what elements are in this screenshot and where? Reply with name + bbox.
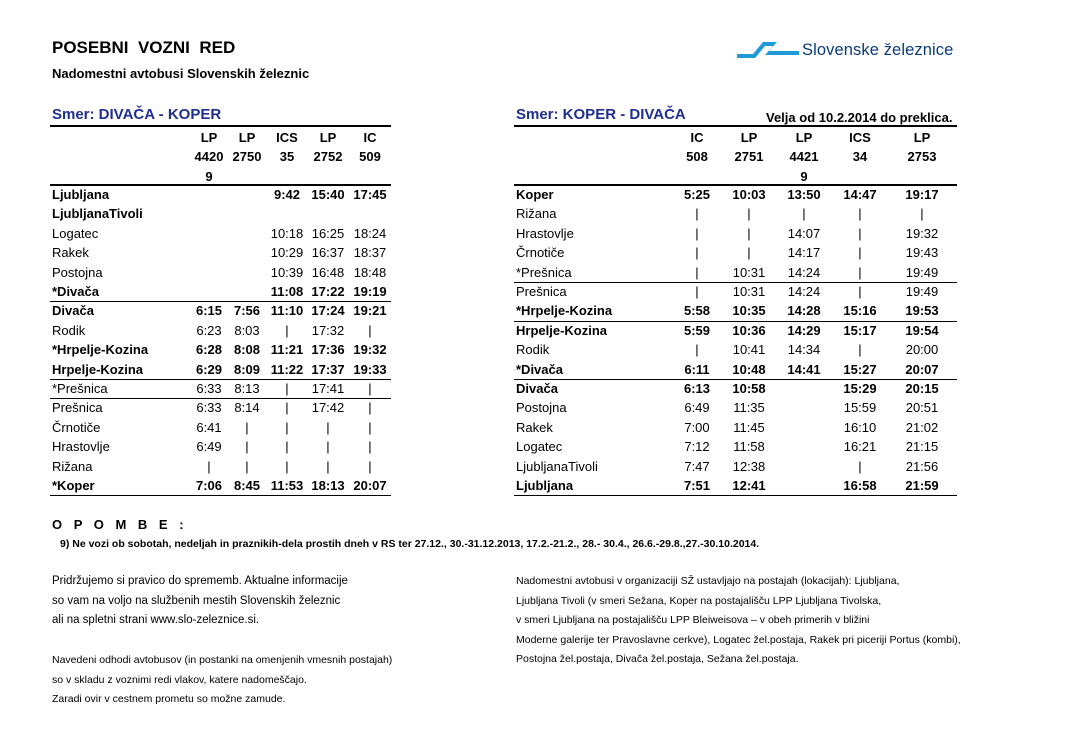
row-divider	[514, 184, 957, 186]
time-cell: 5:25	[683, 187, 711, 202]
time-cell: 8:13	[234, 381, 260, 396]
time-cell: 19:32	[353, 342, 387, 358]
station-name: Rodik	[516, 342, 550, 358]
info-block-left-2	[52, 651, 392, 710]
table-row	[514, 263, 957, 282]
right-title-rule	[514, 125, 957, 127]
station-name: *Prešnica	[52, 381, 108, 396]
time-cell: 16:25	[311, 225, 345, 241]
time-cell: 10:48	[732, 361, 766, 377]
time-cell: 6:49	[196, 439, 222, 455]
time-cell: 18:13	[311, 478, 345, 493]
table-row	[50, 379, 391, 398]
station-name: Črnotiče	[52, 419, 101, 435]
time-cell: |	[368, 381, 372, 396]
table-row	[50, 398, 391, 417]
time-cell: 20:07	[353, 478, 387, 493]
time-cell: 13:50	[787, 187, 821, 202]
time-cell: 15:40	[311, 187, 345, 202]
logo-text: Slovenske železnice	[802, 40, 954, 59]
time-cell: |	[285, 400, 289, 416]
row-divider	[50, 495, 391, 496]
rail-logo-icon	[737, 38, 799, 62]
time-cell: 20:07	[905, 361, 939, 377]
time-cell: 14:29	[787, 322, 821, 338]
time-cell: 16:58	[843, 478, 877, 493]
time-cell: 21:02	[905, 419, 939, 435]
time-cell: 8:09	[233, 361, 261, 377]
time-cell: 10:35	[732, 303, 766, 319]
footnote-9: 9) Ne vozi ob sobotah, nedeljah in praznikih-dela prostih dneh v RS ter 27.12., 30.-31.12.2013, 17.2.-21.2., 28.- 30.4., 26.6.-29.8.,27.-30.10.2014.	[60, 538, 760, 550]
station-name: Ljubljana	[516, 478, 574, 493]
column-header-type: LP	[238, 130, 256, 145]
time-cell: 8:03	[234, 322, 260, 338]
station-name: Divača	[52, 303, 94, 319]
time-cell: 19:33	[353, 361, 387, 377]
time-cell: |	[858, 225, 862, 241]
table-row	[514, 282, 957, 301]
time-cell: 19:43	[905, 245, 939, 261]
time-cell: 9:42	[273, 187, 301, 202]
time-cell: 19:21	[353, 303, 387, 319]
note-line: Moderne galerije ter Pravoslavne cerkve), Logatec žel.postaja, Rakek pri piceriji Portus (kombi),	[516, 633, 961, 646]
time-cell: 19:54	[905, 322, 939, 338]
time-cell: 16:10	[843, 419, 877, 435]
station-name: *Divača	[516, 361, 563, 377]
time-cell: 6:28	[195, 342, 223, 358]
table-row	[50, 457, 391, 476]
column-header-type: LP	[200, 130, 218, 145]
column-header-num: 34	[852, 149, 868, 165]
column-header-note: 9	[205, 168, 213, 184]
time-cell: 6:13	[683, 381, 711, 396]
time-cell: 7:12	[684, 439, 710, 455]
time-cell: 19:53	[905, 303, 939, 319]
note-line: so vam na voljo na službenih mestih Slovenskih železnic	[52, 594, 341, 607]
time-cell: 21:59	[905, 478, 939, 493]
table-row	[514, 321, 957, 340]
time-cell: 6:33	[196, 400, 222, 416]
time-cell: |	[858, 264, 862, 280]
column-header-num: 4421	[789, 149, 819, 165]
note-line: Pridržujemo si pravico do sprememb. Aktualne informacije	[52, 575, 348, 587]
table-row	[514, 457, 957, 476]
time-cell: 6:15	[195, 303, 223, 319]
row-divider	[50, 379, 391, 380]
station-name: Koper	[516, 187, 554, 202]
column-header-type: IC	[363, 130, 377, 145]
time-cell: 11:45	[733, 419, 765, 435]
time-cell: 11:22	[270, 361, 304, 377]
table-row	[50, 418, 391, 437]
note-line: ali na spletni strani www.slo-zeleznice.si.	[52, 614, 260, 626]
time-cell: 7:56	[233, 303, 261, 319]
time-cell: 12:38	[732, 458, 766, 474]
time-cell: 14:17	[787, 245, 821, 261]
time-cell: 18:37	[353, 245, 387, 261]
time-cell: 10:31	[732, 284, 766, 299]
time-cell: |	[747, 206, 751, 222]
column-header-type: LP	[913, 130, 931, 145]
column-header-type: LP	[795, 130, 813, 145]
time-cell: |	[285, 419, 289, 435]
note-line: Ljubljana Tivoli (v smeri Sežana, Koper na postajališču LPP Ljubljana Tivolska,	[516, 594, 882, 607]
time-cell: 19:49	[905, 264, 939, 280]
time-cell: 10:41	[732, 342, 766, 358]
table-row	[50, 224, 391, 243]
column-header-num: 2751	[734, 149, 764, 165]
page-title: POSEBNI VOZNI RED	[52, 38, 236, 57]
table-row	[50, 321, 391, 340]
time-cell: 6:41	[196, 419, 222, 435]
station-name: Rižana	[52, 458, 93, 474]
time-cell: |	[858, 206, 862, 222]
row-divider	[50, 398, 391, 399]
time-cell: |	[245, 419, 249, 435]
time-cell: 17:32	[311, 322, 345, 338]
station-name: Ljubljana	[52, 187, 110, 202]
table-row	[514, 398, 957, 417]
time-cell: 7:51	[683, 478, 711, 493]
column-header-num: 508	[686, 149, 708, 165]
time-cell: 14:34	[787, 342, 821, 358]
station-name: Hrpelje-Kozina	[516, 322, 608, 338]
row-divider	[50, 301, 391, 302]
time-cell: 6:23	[196, 322, 222, 338]
time-cell: 15:29	[843, 381, 877, 396]
time-cell: 7:06	[195, 478, 223, 493]
station-name: Črnotiče	[516, 245, 565, 261]
note-line: v smeri Ljubljana na postajališču LPP Bleiweisova – v obeh primerih v bližini	[516, 614, 870, 626]
station-name: Hrpelje-Kozina	[52, 361, 144, 377]
station-name: *Hrpelje-Kozina	[516, 303, 613, 319]
column-header-type: IC	[690, 130, 704, 145]
table-row	[50, 243, 391, 262]
table-row	[514, 243, 957, 262]
time-cell: |	[858, 342, 862, 358]
time-cell: |	[858, 245, 862, 261]
right-direction-title: Smer: KOPER - DIVAČA	[516, 106, 686, 123]
note-line: so v skladu z voznimi redi vlakov, katere nadomeščajo.	[52, 673, 307, 686]
station-name: Rakek	[52, 245, 89, 261]
time-cell: 21:56	[905, 458, 939, 474]
time-cell: 15:27	[843, 361, 877, 377]
time-cell: 16:21	[843, 439, 877, 455]
time-cell: |	[695, 225, 699, 241]
station-name: Rakek	[516, 419, 553, 435]
station-name: Hrastovlje	[52, 439, 110, 455]
column-header-num: 509	[359, 149, 381, 165]
station-name: Rižana	[516, 206, 557, 222]
column-header-type: ICS	[276, 130, 298, 145]
time-cell: 14:47	[843, 187, 877, 202]
table-row	[514, 340, 957, 359]
time-cell: |	[858, 284, 862, 299]
time-cell: |	[368, 400, 372, 416]
time-cell: 20:00	[905, 342, 939, 358]
station-name: Postojna	[52, 264, 103, 280]
time-cell: 14:41	[787, 361, 821, 377]
time-cell: |	[368, 322, 372, 338]
notes-heading: O P O M B E :	[52, 517, 188, 532]
note-line: Zaradi ovir v cestnem prometu so možne zamude.	[52, 693, 286, 705]
time-cell: 7:47	[684, 458, 710, 474]
time-cell: 17:41	[311, 381, 345, 396]
time-cell: 14:24	[787, 284, 821, 299]
station-name: Logatec	[516, 439, 563, 455]
time-cell: 11:53	[270, 478, 304, 493]
time-cell: |	[207, 458, 211, 474]
time-cell: 8:14	[234, 400, 260, 416]
station-name: Prešnica	[52, 400, 103, 416]
time-cell: |	[368, 439, 372, 455]
column-header-num: 4420	[194, 149, 224, 165]
time-cell: 10:36	[732, 322, 766, 338]
station-name: Hrastovlje	[516, 225, 574, 241]
time-cell: 12:41	[732, 478, 766, 493]
time-cell: 11:35	[733, 400, 765, 416]
time-cell: 19:32	[905, 225, 939, 241]
station-name: LjubljanaTivoli	[516, 458, 598, 474]
time-cell: 19:19	[353, 284, 387, 299]
time-cell: |	[747, 245, 751, 261]
validity-text: Velja od 10.2.2014 do preklica.	[766, 110, 953, 125]
note-line: Postojna žel.postaja, Divača žel.postaja, Sežana žel.postaja.	[516, 653, 799, 665]
time-cell: 18:48	[353, 264, 387, 280]
time-cell: 6:11	[684, 361, 710, 377]
time-cell: 18:24	[353, 225, 387, 241]
time-cell: |	[326, 458, 330, 474]
time-cell: |	[368, 458, 372, 474]
time-cell: |	[695, 264, 699, 280]
left-title-rule	[50, 125, 391, 127]
time-cell: 11:21	[270, 342, 304, 358]
station-name: *Divača	[52, 284, 99, 299]
time-cell: |	[368, 419, 372, 435]
station-name: Logatec	[52, 225, 99, 241]
time-cell: 21:15	[905, 439, 939, 455]
table-row	[514, 418, 957, 437]
time-cell: |	[245, 439, 249, 455]
table-row	[50, 476, 391, 495]
time-cell: |	[920, 206, 924, 222]
table-row	[514, 185, 957, 204]
column-header-type: ICS	[849, 130, 871, 145]
time-cell: |	[326, 419, 330, 435]
time-cell: 20:15	[905, 381, 939, 396]
time-cell: 17:45	[353, 187, 387, 202]
info-block-right	[516, 572, 961, 670]
time-cell: |	[285, 381, 289, 396]
time-cell: 20:51	[905, 400, 939, 416]
time-cell: |	[695, 206, 699, 222]
time-cell: 11:08	[270, 284, 304, 299]
table-row	[514, 301, 957, 320]
time-cell: 6:33	[196, 381, 222, 396]
time-cell: 14:28	[787, 303, 821, 319]
table-row	[50, 301, 391, 320]
time-cell: 5:59	[683, 322, 711, 338]
column-header-num: 2752	[313, 149, 343, 165]
station-name: *Hrpelje-Kozina	[52, 342, 149, 358]
column-header-note: 9	[800, 168, 808, 184]
time-cell: 15:59	[843, 400, 877, 416]
time-cell: 6:49	[684, 400, 710, 416]
time-cell: 15:16	[843, 303, 877, 319]
time-cell: 7:00	[684, 419, 710, 435]
time-cell: |	[747, 225, 751, 241]
time-cell: |	[695, 245, 699, 261]
time-cell: 10:31	[732, 264, 766, 280]
station-name: LjubljanaTivoli	[52, 206, 143, 222]
table-row	[50, 185, 391, 204]
info-block-left-1	[52, 572, 348, 631]
page-subtitle: Nadomestni avtobusi Slovenskih železnic	[52, 66, 310, 81]
column-header-type: LP	[740, 130, 758, 145]
table-row	[50, 437, 391, 456]
table-row	[50, 340, 391, 359]
note-line: Navedeni odhodi avtobusov (in postanki na omenjenih vmesnih postajah)	[52, 654, 393, 666]
time-cell: |	[326, 439, 330, 455]
station-name: Divača	[516, 381, 558, 396]
time-cell: 17:24	[311, 303, 345, 319]
table-row	[50, 282, 391, 301]
time-cell: |	[285, 458, 289, 474]
time-cell: |	[245, 458, 249, 474]
time-cell: 5:58	[683, 303, 711, 319]
time-cell: 11:10	[270, 303, 304, 319]
time-cell: 17:42	[311, 400, 345, 416]
station-name: Rodik	[52, 322, 86, 338]
time-cell: 14:24	[787, 264, 821, 280]
time-cell: 8:45	[233, 478, 261, 493]
time-cell: 17:36	[311, 342, 345, 358]
row-divider	[514, 495, 957, 496]
time-cell: 10:18	[270, 225, 304, 241]
row-divider	[514, 379, 957, 380]
table-row	[514, 476, 957, 495]
time-cell: |	[285, 322, 289, 338]
station-name: *Koper	[52, 478, 95, 493]
table-row	[514, 379, 957, 398]
time-cell: |	[802, 206, 806, 222]
row-divider	[50, 184, 391, 186]
time-cell: 15:17	[843, 322, 877, 338]
row-divider	[514, 321, 957, 322]
time-cell: |	[695, 342, 699, 358]
time-cell: 19:49	[905, 284, 939, 299]
time-cell: 10:39	[270, 264, 304, 280]
time-cell: 8:08	[233, 342, 261, 358]
station-name: Postojna	[516, 400, 567, 416]
station-name: *Prešnica	[516, 264, 572, 280]
time-cell: 19:17	[905, 187, 939, 202]
table-row	[514, 360, 957, 379]
time-cell: 11:58	[733, 439, 765, 455]
left-direction-title: Smer: DIVAČA - KOPER	[52, 106, 222, 123]
time-cell: 17:37	[311, 361, 345, 377]
table-row	[50, 263, 391, 282]
time-cell: 16:37	[311, 245, 345, 261]
table-row	[50, 204, 391, 223]
table-row	[514, 204, 957, 223]
time-cell: 16:48	[311, 264, 345, 280]
note-line: Nadomestni avtobusi v organizaciji SŽ ustavljajo na postajah (lokacijah): Ljubljana,	[516, 575, 900, 587]
company-logo	[737, 36, 953, 64]
station-name: Prešnica	[516, 284, 567, 299]
time-cell: 6:29	[195, 361, 223, 377]
row-divider	[514, 282, 957, 283]
time-cell: 10:58	[732, 381, 766, 396]
column-header-num: 2753	[907, 149, 937, 165]
table-row	[514, 224, 957, 243]
time-cell: 10:29	[270, 245, 304, 261]
column-header-num: 35	[279, 149, 295, 165]
table-row	[50, 360, 391, 379]
time-cell: 10:03	[732, 187, 766, 202]
column-header-num: 2750	[232, 149, 262, 165]
time-cell: 17:22	[311, 284, 345, 299]
time-cell: |	[858, 458, 862, 474]
time-cell: 14:07	[787, 225, 821, 241]
time-cell: |	[285, 439, 289, 455]
time-cell: |	[695, 284, 699, 299]
table-row	[514, 437, 957, 456]
column-header-type: LP	[319, 130, 337, 145]
